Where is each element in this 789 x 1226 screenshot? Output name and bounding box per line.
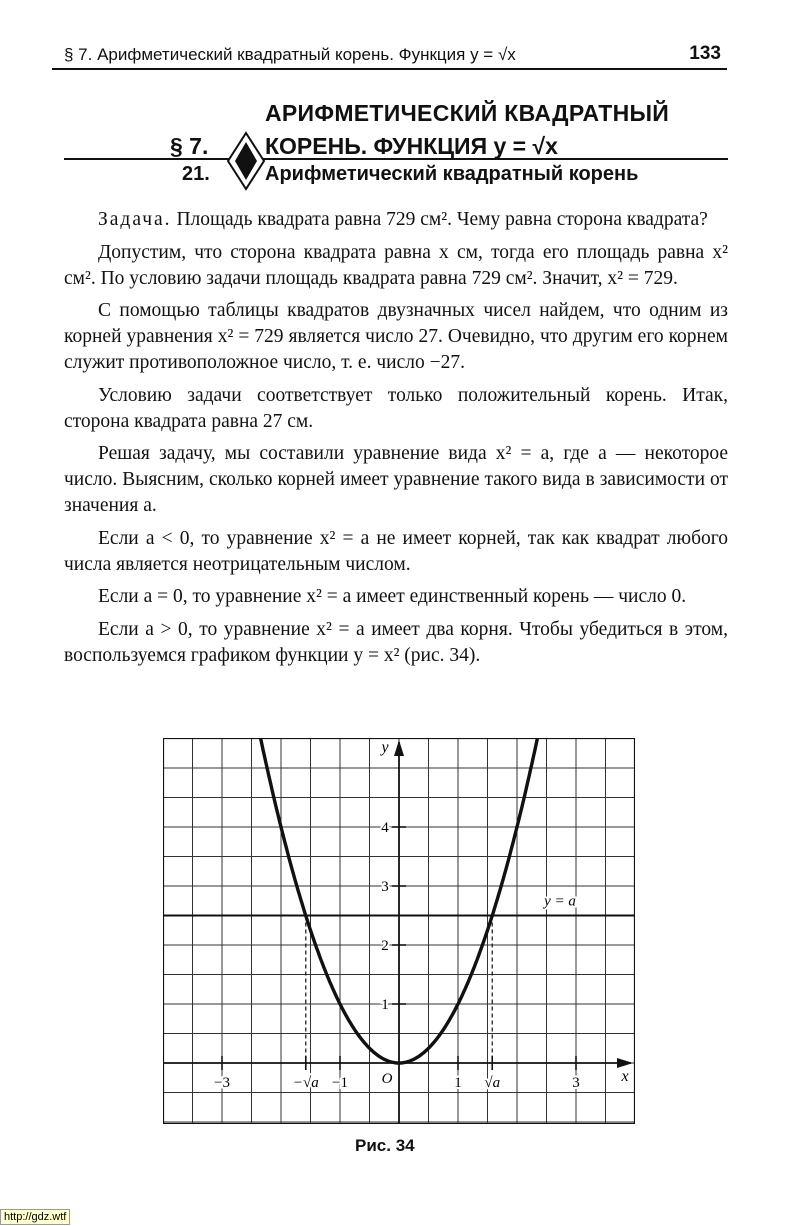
watermark: http://gdz.wtf bbox=[0, 1209, 70, 1225]
y-axis-label: y bbox=[381, 739, 389, 756]
x-axis-label: x bbox=[621, 1068, 629, 1085]
x-tick-label: −3 bbox=[214, 1075, 230, 1091]
paragraph-6: Если a < 0, то уравнение x² = a не имеет корней, так как квадрат любого числа является неотрицательным числом. bbox=[64, 527, 728, 575]
y-tick-label: 4 bbox=[381, 820, 389, 836]
line-label: y = a bbox=[544, 893, 576, 910]
paragraph-7: Если a = 0, то уравнение x² = a имеет единственный корень — число 0. bbox=[98, 586, 687, 608]
problem-text: Площадь квадрата равна 729 см². Чему равна сторона квадрата? bbox=[171, 209, 708, 230]
y-tick-label: 1 bbox=[381, 997, 389, 1013]
parabola-figure bbox=[163, 738, 635, 1124]
x-tick-label: 1 bbox=[454, 1075, 462, 1091]
paragraph-3: С помощью таблицы квадратов двузначных чисел найдем, что одним из корней уравнения x² = 729 является число 27. Очевидно, что другим его корнем служит противоположное число, т. е. число −27. bbox=[64, 300, 728, 373]
y-tick-label: 3 bbox=[381, 879, 389, 895]
diamond-ornament-icon bbox=[226, 131, 266, 191]
y-axis-arrow-icon bbox=[394, 740, 404, 756]
title-divider bbox=[64, 158, 728, 160]
section-title-line2: КОРЕНЬ. ФУНКЦИЯ y = √x bbox=[265, 133, 558, 159]
x-tick-label: √a bbox=[484, 1075, 501, 1091]
body-text bbox=[64, 207, 728, 676]
paragraph-problem bbox=[64, 207, 728, 233]
running-title: § 7. Арифметический квадратный корень. Функция y = √x bbox=[64, 45, 516, 64]
paragraph-2: Допустим, что сторона квадрата равна x см, тогда его площадь равна x² см². По условию задачи площадь квадрата равна 729 см². Значит, x² = 729. bbox=[64, 241, 728, 289]
x-tick-label: −1 bbox=[332, 1075, 348, 1091]
figure-caption: Рис. 34 bbox=[355, 1136, 415, 1155]
subsection-title: Арифметический квадратный корень bbox=[265, 163, 639, 185]
paragraph-8: Если a > 0, то уравнение x² = a имеет два корня. Чтобы убедиться в этом, воспользуемся графиком функции y = x² (рис. 34). bbox=[64, 619, 728, 666]
section-title-line1: АРИФМЕТИЧЕСКИЙ КВАДРАТНЫЙ bbox=[265, 100, 670, 126]
running-header bbox=[52, 42, 727, 70]
section-number: § 7. bbox=[170, 133, 209, 159]
origin-label: O bbox=[381, 1071, 393, 1087]
y-tick-label: 2 bbox=[381, 938, 389, 954]
paragraph-4: Условию задачи соответствует только положительный корень. Итак, сторона квадрата равна 27 см. bbox=[64, 384, 728, 432]
x-tick-label: −√a bbox=[292, 1075, 319, 1091]
paragraph-5: Решая задачу, мы составили уравнение вида x² = a, где a — некоторое число. Выясним, сколько корней имеет уравнение такого вида в зависимости от значения a. bbox=[64, 443, 728, 516]
problem-label: Задача. bbox=[98, 209, 172, 230]
x-axis-arrow-icon bbox=[617, 1058, 633, 1068]
page-number: 133 bbox=[689, 43, 721, 64]
subsection-number: 21. bbox=[182, 163, 210, 185]
x-tick-label: 3 bbox=[572, 1075, 580, 1091]
